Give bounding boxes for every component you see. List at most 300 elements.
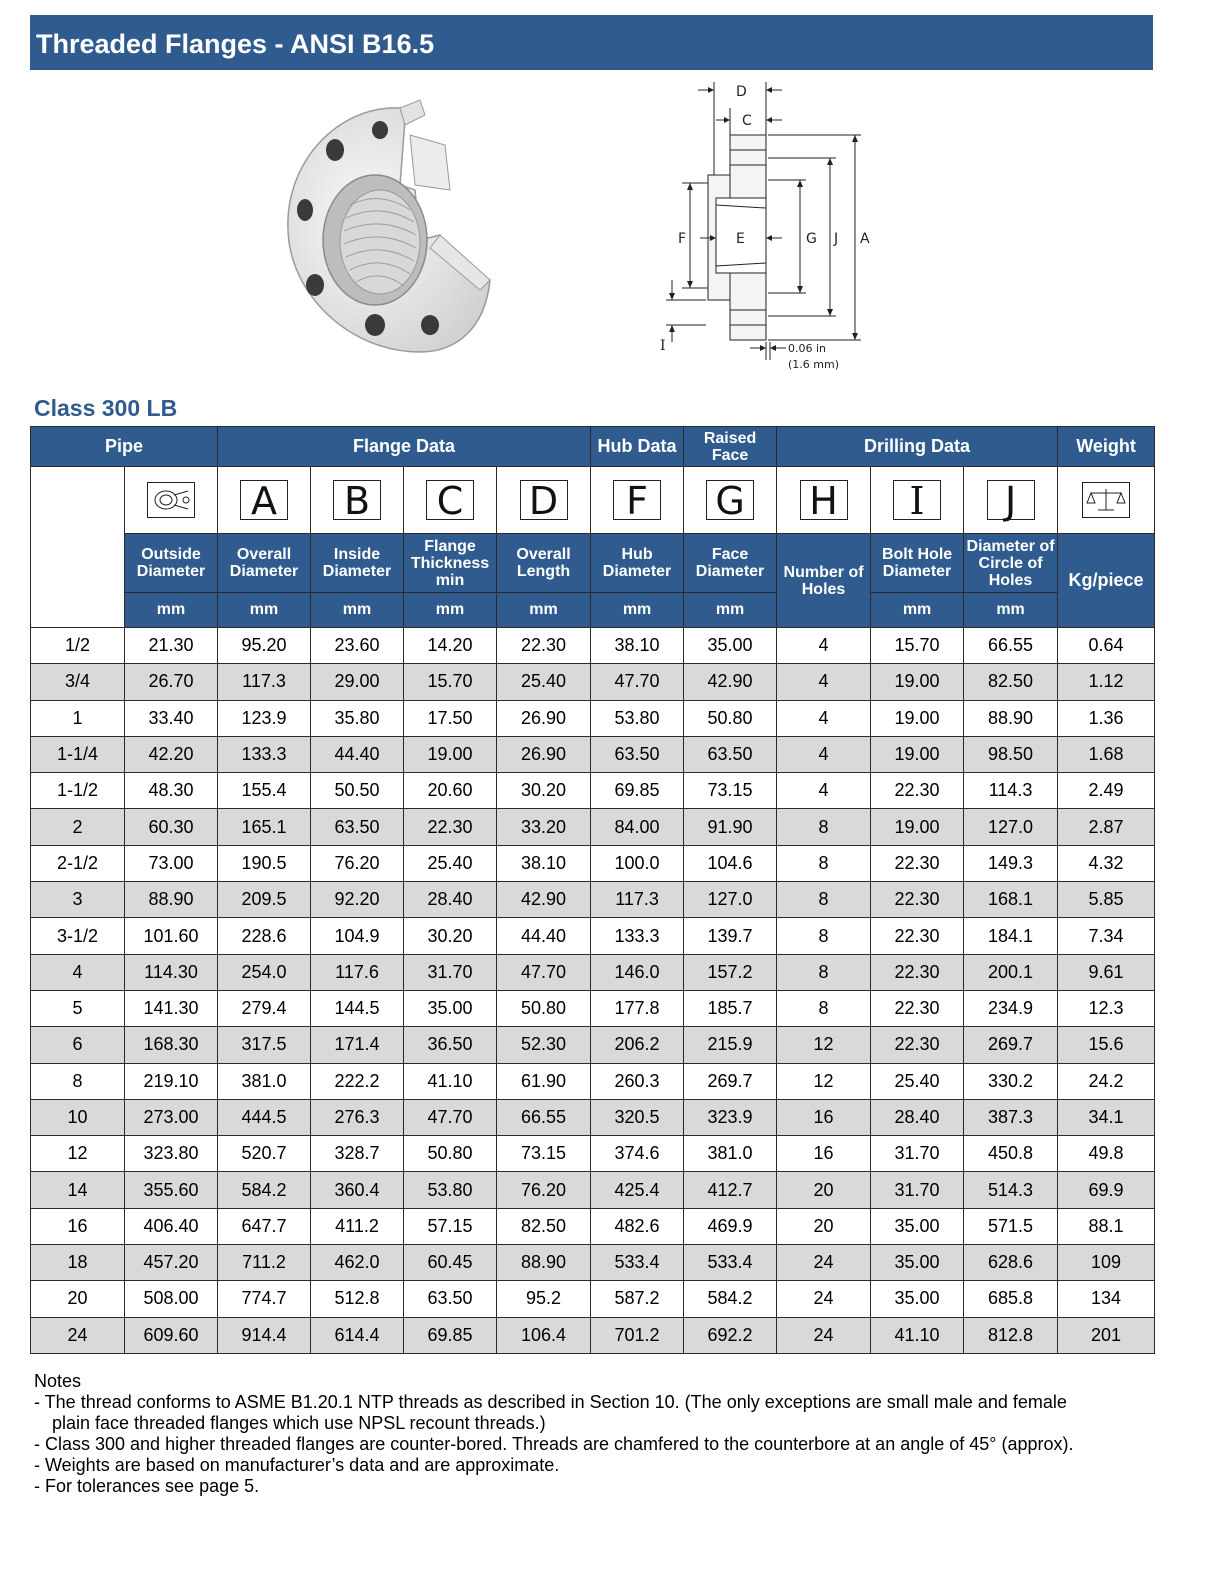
table-cell: 234.9 bbox=[964, 990, 1058, 1026]
table-cell: 114.30 bbox=[125, 954, 218, 990]
table-cell: 146.0 bbox=[591, 954, 684, 990]
desc-overall-diameter: Overall Diameter bbox=[218, 534, 311, 593]
dim-label-a: A bbox=[860, 231, 870, 247]
table-row bbox=[31, 1027, 1155, 1063]
table-cell: 26.70 bbox=[125, 664, 218, 700]
table-cell: 168.1 bbox=[964, 882, 1058, 918]
table-cell: 355.60 bbox=[125, 1172, 218, 1208]
unit-thickness: mm bbox=[404, 593, 497, 628]
table-cell: 17.50 bbox=[404, 700, 497, 736]
table-cell: 374.6 bbox=[591, 1136, 684, 1172]
table-cell: 4 bbox=[777, 736, 871, 772]
table-cell: 320.5 bbox=[591, 1099, 684, 1135]
table-cell: 41.10 bbox=[871, 1317, 964, 1353]
letter-cell-h bbox=[777, 467, 871, 534]
table-cell: 444.5 bbox=[218, 1099, 311, 1135]
letter-cell-j bbox=[964, 467, 1058, 534]
table-cell: 2.49 bbox=[1058, 773, 1155, 809]
table-cell: 406.40 bbox=[125, 1208, 218, 1244]
unit-outside: mm bbox=[125, 593, 218, 628]
table-cell: 1.36 bbox=[1058, 700, 1155, 736]
desc-overall-length: Overall Length bbox=[497, 534, 591, 593]
table-cell: 7.34 bbox=[1058, 918, 1155, 954]
desc-bolt-hole-diameter: Bolt Hole Diameter bbox=[871, 534, 964, 593]
table-cell: 134 bbox=[1058, 1281, 1155, 1317]
table-cell: 60.30 bbox=[125, 809, 218, 845]
table-row bbox=[31, 664, 1155, 700]
table-cell: 584.2 bbox=[218, 1172, 311, 1208]
table-cell: 8 bbox=[31, 1063, 125, 1099]
table-cell: 20 bbox=[31, 1281, 125, 1317]
table-cell: 273.00 bbox=[125, 1099, 218, 1135]
table-cell: 28.40 bbox=[871, 1099, 964, 1135]
table-cell: 33.20 bbox=[497, 809, 591, 845]
table-cell: 92.20 bbox=[311, 882, 404, 918]
table-cell: 26.90 bbox=[497, 736, 591, 772]
table-cell: 584.2 bbox=[684, 1281, 777, 1317]
table-cell: 23.60 bbox=[311, 628, 404, 664]
table-row bbox=[31, 1245, 1155, 1281]
table-cell: 254.0 bbox=[218, 954, 311, 990]
table-cell: 412.7 bbox=[684, 1172, 777, 1208]
table-cell: 47.70 bbox=[404, 1099, 497, 1135]
table-cell: 482.6 bbox=[591, 1208, 684, 1244]
table-cell: 109 bbox=[1058, 1245, 1155, 1281]
table-cell: 269.7 bbox=[964, 1027, 1058, 1063]
table-cell: 469.9 bbox=[684, 1208, 777, 1244]
dim-label-i: I bbox=[660, 338, 666, 354]
dim-label-g: G bbox=[806, 231, 817, 247]
table-cell: 701.2 bbox=[591, 1317, 684, 1353]
table-row bbox=[31, 882, 1155, 918]
table-cell: 508.00 bbox=[125, 1281, 218, 1317]
table-cell: 21.30 bbox=[125, 628, 218, 664]
table-cell: 533.4 bbox=[684, 1245, 777, 1281]
table-cell: 30.20 bbox=[404, 918, 497, 954]
table-cell: 53.80 bbox=[591, 700, 684, 736]
table-cell: 47.70 bbox=[497, 954, 591, 990]
table-cell: 24 bbox=[777, 1245, 871, 1281]
table-cell: 63.50 bbox=[684, 736, 777, 772]
table-cell: 323.9 bbox=[684, 1099, 777, 1135]
table-cell: 22.30 bbox=[497, 628, 591, 664]
table-cell: 57.15 bbox=[404, 1208, 497, 1244]
table-cell: 19.00 bbox=[871, 809, 964, 845]
table-cell: 88.90 bbox=[125, 882, 218, 918]
letter-j: J bbox=[987, 480, 1035, 520]
table-cell: 84.00 bbox=[591, 809, 684, 845]
table-cell: 141.30 bbox=[125, 990, 218, 1026]
unit-circle: mm bbox=[964, 593, 1058, 628]
flange-spec-table bbox=[30, 426, 1155, 1354]
table-cell: 20.60 bbox=[404, 773, 497, 809]
table-cell: 66.55 bbox=[964, 628, 1058, 664]
table-cell: 28.40 bbox=[404, 882, 497, 918]
nominal-pipe-label: Nominal Pipe bbox=[63, 489, 84, 605]
table-cell: 5 bbox=[31, 990, 125, 1026]
table-cell: 1.12 bbox=[1058, 664, 1155, 700]
table-cell: 279.4 bbox=[218, 990, 311, 1026]
table-cell: 60.45 bbox=[404, 1245, 497, 1281]
table-cell: 711.2 bbox=[218, 1245, 311, 1281]
table-cell: 533.4 bbox=[591, 1245, 684, 1281]
raised-face-note: 0.06 in bbox=[788, 342, 827, 355]
table-cell: 269.7 bbox=[684, 1063, 777, 1099]
table-cell: 50.80 bbox=[684, 700, 777, 736]
flange-illustration bbox=[280, 90, 500, 360]
table-cell: 16 bbox=[31, 1208, 125, 1244]
table-cell: 63.50 bbox=[404, 1281, 497, 1317]
table-cell: 144.5 bbox=[311, 990, 404, 1026]
table-row bbox=[31, 1063, 1155, 1099]
table-cell: 61.90 bbox=[497, 1063, 591, 1099]
table-cell: 8 bbox=[777, 990, 871, 1026]
table-cell: 36.50 bbox=[404, 1027, 497, 1063]
table-cell: 10 bbox=[31, 1099, 125, 1135]
table-cell: 38.10 bbox=[497, 845, 591, 881]
table-cell: 628.6 bbox=[964, 1245, 1058, 1281]
table-cell: 25.40 bbox=[497, 664, 591, 700]
table-cell: 117.3 bbox=[591, 882, 684, 918]
table-cell: 276.3 bbox=[311, 1099, 404, 1135]
table-cell: 200.1 bbox=[964, 954, 1058, 990]
dim-label-f: F bbox=[678, 231, 687, 247]
table-cell: 462.0 bbox=[311, 1245, 404, 1281]
table-cell: 4 bbox=[31, 954, 125, 990]
table-cell: 63.50 bbox=[591, 736, 684, 772]
letter-c: C bbox=[426, 480, 474, 520]
table-row bbox=[31, 628, 1155, 664]
table-cell: 1-1/2 bbox=[31, 773, 125, 809]
table-cell: 12 bbox=[777, 1063, 871, 1099]
table-cell: 219.10 bbox=[125, 1063, 218, 1099]
table-row bbox=[31, 1317, 1155, 1353]
table-cell: 50.80 bbox=[497, 990, 591, 1026]
table-cell: 31.70 bbox=[404, 954, 497, 990]
table-cell: 35.00 bbox=[871, 1281, 964, 1317]
table-cell: 18 bbox=[31, 1245, 125, 1281]
table-row bbox=[31, 773, 1155, 809]
table-cell: 66.55 bbox=[497, 1099, 591, 1135]
letter-cell-a bbox=[218, 467, 311, 534]
letter-cell-f bbox=[591, 467, 684, 534]
table-cell: 33.40 bbox=[125, 700, 218, 736]
table-cell: 50.50 bbox=[311, 773, 404, 809]
table-cell: 381.0 bbox=[684, 1136, 777, 1172]
table-cell: 14 bbox=[31, 1172, 125, 1208]
table-cell: 63.50 bbox=[311, 809, 404, 845]
page-title: Threaded Flanges - ANSI B16.5 bbox=[36, 29, 435, 59]
table-cell: 360.4 bbox=[311, 1172, 404, 1208]
group-header-pipe: Pipe bbox=[31, 427, 218, 467]
unit-face: mm bbox=[684, 593, 777, 628]
table-cell: 133.3 bbox=[591, 918, 684, 954]
table-cell: 47.70 bbox=[591, 664, 684, 700]
table-cell: 165.1 bbox=[218, 809, 311, 845]
table-cell: 42.20 bbox=[125, 736, 218, 772]
table-cell: 4.32 bbox=[1058, 845, 1155, 881]
table-cell: 20 bbox=[777, 1208, 871, 1244]
unit-bolt: mm bbox=[871, 593, 964, 628]
table-cell: 127.0 bbox=[684, 882, 777, 918]
table-cell: 1-1/4 bbox=[31, 736, 125, 772]
desc-circle-diameter: Diameter of Circle of Holes bbox=[964, 534, 1058, 593]
table-cell: 31.70 bbox=[871, 1172, 964, 1208]
table-cell: 24 bbox=[777, 1281, 871, 1317]
table-row bbox=[31, 1136, 1155, 1172]
table-cell: 114.3 bbox=[964, 773, 1058, 809]
table-cell: 19.00 bbox=[871, 736, 964, 772]
table-cell: 425.4 bbox=[591, 1172, 684, 1208]
table-cell: 22.30 bbox=[871, 845, 964, 881]
table-cell: 614.4 bbox=[311, 1317, 404, 1353]
table-row bbox=[31, 700, 1155, 736]
table-row bbox=[31, 1208, 1155, 1244]
table-cell: 16 bbox=[777, 1136, 871, 1172]
table-cell: 49.8 bbox=[1058, 1136, 1155, 1172]
table-cell: 25.40 bbox=[404, 845, 497, 881]
table-cell: 14.20 bbox=[404, 628, 497, 664]
table-cell: 104.9 bbox=[311, 918, 404, 954]
table-cell: 381.0 bbox=[218, 1063, 311, 1099]
table-cell: 117.3 bbox=[218, 664, 311, 700]
table-cell: 387.3 bbox=[964, 1099, 1058, 1135]
table-cell: 30.20 bbox=[497, 773, 591, 809]
table-cell: 190.5 bbox=[218, 845, 311, 881]
table-cell: 157.2 bbox=[684, 954, 777, 990]
table-cell: 149.3 bbox=[964, 845, 1058, 881]
table-cell: 171.4 bbox=[311, 1027, 404, 1063]
table-cell: 8 bbox=[777, 882, 871, 918]
nominal-pipe-size-header bbox=[31, 467, 125, 628]
notes bbox=[34, 1371, 1174, 1497]
table-cell: 20 bbox=[777, 1172, 871, 1208]
table-cell: 69.9 bbox=[1058, 1172, 1155, 1208]
table-cell: 184.1 bbox=[964, 918, 1058, 954]
weight-symbol-cell bbox=[1058, 467, 1155, 534]
table-cell: 22.30 bbox=[871, 882, 964, 918]
table-cell: 177.8 bbox=[591, 990, 684, 1026]
table-cell: 330.2 bbox=[964, 1063, 1058, 1099]
unit-length: mm bbox=[497, 593, 591, 628]
table-row bbox=[31, 990, 1155, 1026]
table-cell: 512.8 bbox=[311, 1281, 404, 1317]
table-row bbox=[31, 1172, 1155, 1208]
pipe-symbol-cell bbox=[125, 467, 218, 534]
table-cell: 4 bbox=[777, 773, 871, 809]
table-row bbox=[31, 1281, 1155, 1317]
note-2: - Class 300 and higher threaded flanges are counter-bored. Threads are chamfered to the counterbore at an angle of 45° (approx). bbox=[34, 1434, 1074, 1454]
table-cell: 2.87 bbox=[1058, 809, 1155, 845]
unit-inside: mm bbox=[311, 593, 404, 628]
table-cell: 42.90 bbox=[684, 664, 777, 700]
table-cell: 2 bbox=[31, 809, 125, 845]
table-cell: 774.7 bbox=[218, 1281, 311, 1317]
table-cell: 22.30 bbox=[871, 773, 964, 809]
table-cell: 88.1 bbox=[1058, 1208, 1155, 1244]
desc-kg-per-piece: Kg/piece bbox=[1058, 534, 1155, 628]
table-cell: 457.20 bbox=[125, 1245, 218, 1281]
class-heading: Class 300 LB bbox=[34, 395, 178, 421]
table-cell: 411.2 bbox=[311, 1208, 404, 1244]
table-cell: 50.80 bbox=[404, 1136, 497, 1172]
table-cell: 104.6 bbox=[684, 845, 777, 881]
table-cell: 15.70 bbox=[404, 664, 497, 700]
table-cell: 168.30 bbox=[125, 1027, 218, 1063]
desc-inside-diameter: Inside Diameter bbox=[311, 534, 404, 593]
table-cell: 127.0 bbox=[964, 809, 1058, 845]
table-row bbox=[31, 809, 1155, 845]
table-cell: 35.00 bbox=[684, 628, 777, 664]
table-cell: 19.00 bbox=[871, 700, 964, 736]
table-cell: 95.2 bbox=[497, 1281, 591, 1317]
desc-hub-diameter: Hub Diameter bbox=[591, 534, 684, 593]
table-cell: 587.2 bbox=[591, 1281, 684, 1317]
table-cell: 24 bbox=[31, 1317, 125, 1353]
raised-face-note-mm: (1.6 mm) bbox=[788, 358, 840, 371]
table-cell: 44.40 bbox=[311, 736, 404, 772]
dimension-diagram bbox=[650, 80, 890, 380]
table-cell: 1 bbox=[31, 700, 125, 736]
table-cell: 4 bbox=[777, 664, 871, 700]
table-cell: 3/4 bbox=[31, 664, 125, 700]
letter-g: G bbox=[706, 480, 754, 520]
table-cell: 16 bbox=[777, 1099, 871, 1135]
table-cell: 0.64 bbox=[1058, 628, 1155, 664]
table-cell: 98.50 bbox=[964, 736, 1058, 772]
table-cell: 48.30 bbox=[125, 773, 218, 809]
table-cell: 22.30 bbox=[871, 954, 964, 990]
table-cell: 1.68 bbox=[1058, 736, 1155, 772]
table-cell: 38.10 bbox=[591, 628, 684, 664]
table-cell: 8 bbox=[777, 809, 871, 845]
table-row bbox=[31, 918, 1155, 954]
table-row bbox=[31, 845, 1155, 881]
dim-label-d: D bbox=[736, 84, 747, 100]
table-cell: 520.7 bbox=[218, 1136, 311, 1172]
table-cell: 133.3 bbox=[218, 736, 311, 772]
table-cell: 82.50 bbox=[497, 1208, 591, 1244]
table-cell: 571.5 bbox=[964, 1208, 1058, 1244]
table-cell: 647.7 bbox=[218, 1208, 311, 1244]
table-cell: 22.30 bbox=[404, 809, 497, 845]
note-1: - The thread conforms to ASME B1.20.1 NTP threads as described in Section 10. (The only exceptions are small male and female bbox=[34, 1392, 1067, 1412]
letter-cell-b bbox=[311, 467, 404, 534]
table-cell: 25.40 bbox=[871, 1063, 964, 1099]
table-cell: 692.2 bbox=[684, 1317, 777, 1353]
table-cell: 53.80 bbox=[404, 1172, 497, 1208]
table-cell: 201 bbox=[1058, 1317, 1155, 1353]
table-cell: 3 bbox=[31, 882, 125, 918]
table-cell: 1/2 bbox=[31, 628, 125, 664]
note-3: - Weights are based on manufacturer’s data and are approximate. bbox=[34, 1455, 560, 1475]
table-cell: 8 bbox=[777, 918, 871, 954]
table-cell: 35.00 bbox=[404, 990, 497, 1026]
table-cell: 76.20 bbox=[311, 845, 404, 881]
table-cell: 2-1/2 bbox=[31, 845, 125, 881]
table-cell: 914.4 bbox=[218, 1317, 311, 1353]
letter-i: I bbox=[893, 480, 941, 520]
table-cell: 12 bbox=[777, 1027, 871, 1063]
table-cell: 35.00 bbox=[871, 1245, 964, 1281]
table-cell: 9.61 bbox=[1058, 954, 1155, 990]
desc-outside-diameter: Outside Diameter bbox=[125, 534, 218, 593]
table-cell: 34.1 bbox=[1058, 1099, 1155, 1135]
table-cell: 8 bbox=[777, 845, 871, 881]
table-cell: 41.10 bbox=[404, 1063, 497, 1099]
table-row bbox=[31, 1099, 1155, 1135]
group-header-flange: Flange Data bbox=[218, 427, 591, 467]
table-cell: 685.8 bbox=[964, 1281, 1058, 1317]
table-cell: 209.5 bbox=[218, 882, 311, 918]
table-cell: 15.6 bbox=[1058, 1027, 1155, 1063]
unit-overall-dia: mm bbox=[218, 593, 311, 628]
spec-table-body bbox=[31, 628, 1155, 1354]
title-bar bbox=[30, 15, 1153, 70]
letter-b: B bbox=[333, 480, 381, 520]
dim-label-c: C bbox=[742, 113, 752, 129]
table-cell: 123.9 bbox=[218, 700, 311, 736]
group-header-drilling: Drilling Data bbox=[777, 427, 1058, 467]
table-cell: 5.85 bbox=[1058, 882, 1155, 918]
dim-label-e: E bbox=[736, 231, 745, 247]
table-cell: 19.00 bbox=[404, 736, 497, 772]
desc-number-of-holes: Number of Holes bbox=[777, 534, 871, 628]
table-cell: 609.60 bbox=[125, 1317, 218, 1353]
table-cell: 82.50 bbox=[964, 664, 1058, 700]
table-cell: 4 bbox=[777, 628, 871, 664]
table-cell: 215.9 bbox=[684, 1027, 777, 1063]
table-cell: 29.00 bbox=[311, 664, 404, 700]
table-cell: 88.90 bbox=[964, 700, 1058, 736]
table-cell: 22.30 bbox=[871, 918, 964, 954]
table-cell: 101.60 bbox=[125, 918, 218, 954]
table-cell: 91.90 bbox=[684, 809, 777, 845]
table-cell: 22.30 bbox=[871, 1027, 964, 1063]
table-cell: 69.85 bbox=[591, 773, 684, 809]
letter-a: A bbox=[240, 480, 288, 520]
scale-icon bbox=[1082, 482, 1130, 518]
table-cell: 106.4 bbox=[497, 1317, 591, 1353]
desc-face-diameter: Face Diameter bbox=[684, 534, 777, 593]
table-cell: 117.6 bbox=[311, 954, 404, 990]
table-cell: 69.85 bbox=[404, 1317, 497, 1353]
pipe-thread-icon bbox=[147, 482, 195, 518]
letter-h: H bbox=[800, 480, 848, 520]
table-cell: 73.15 bbox=[684, 773, 777, 809]
table-cell: 42.90 bbox=[497, 882, 591, 918]
table-cell: 812.8 bbox=[964, 1317, 1058, 1353]
table-cell: 31.70 bbox=[871, 1136, 964, 1172]
table-cell: 328.7 bbox=[311, 1136, 404, 1172]
table-cell: 3-1/2 bbox=[31, 918, 125, 954]
table-cell: 228.6 bbox=[218, 918, 311, 954]
table-cell: 206.2 bbox=[591, 1027, 684, 1063]
desc-flange-thickness: Flange Thickness min bbox=[404, 534, 497, 593]
table-cell: 100.0 bbox=[591, 845, 684, 881]
table-cell: 323.80 bbox=[125, 1136, 218, 1172]
table-cell: 4 bbox=[777, 700, 871, 736]
letter-d: D bbox=[520, 480, 568, 520]
table-cell: 24.2 bbox=[1058, 1063, 1155, 1099]
table-cell: 24 bbox=[777, 1317, 871, 1353]
table-cell: 260.3 bbox=[591, 1063, 684, 1099]
dim-label-j: J bbox=[834, 231, 839, 247]
table-cell: 52.30 bbox=[497, 1027, 591, 1063]
unit-hub: mm bbox=[591, 593, 684, 628]
table-cell: 450.8 bbox=[964, 1136, 1058, 1172]
table-row bbox=[31, 954, 1155, 990]
